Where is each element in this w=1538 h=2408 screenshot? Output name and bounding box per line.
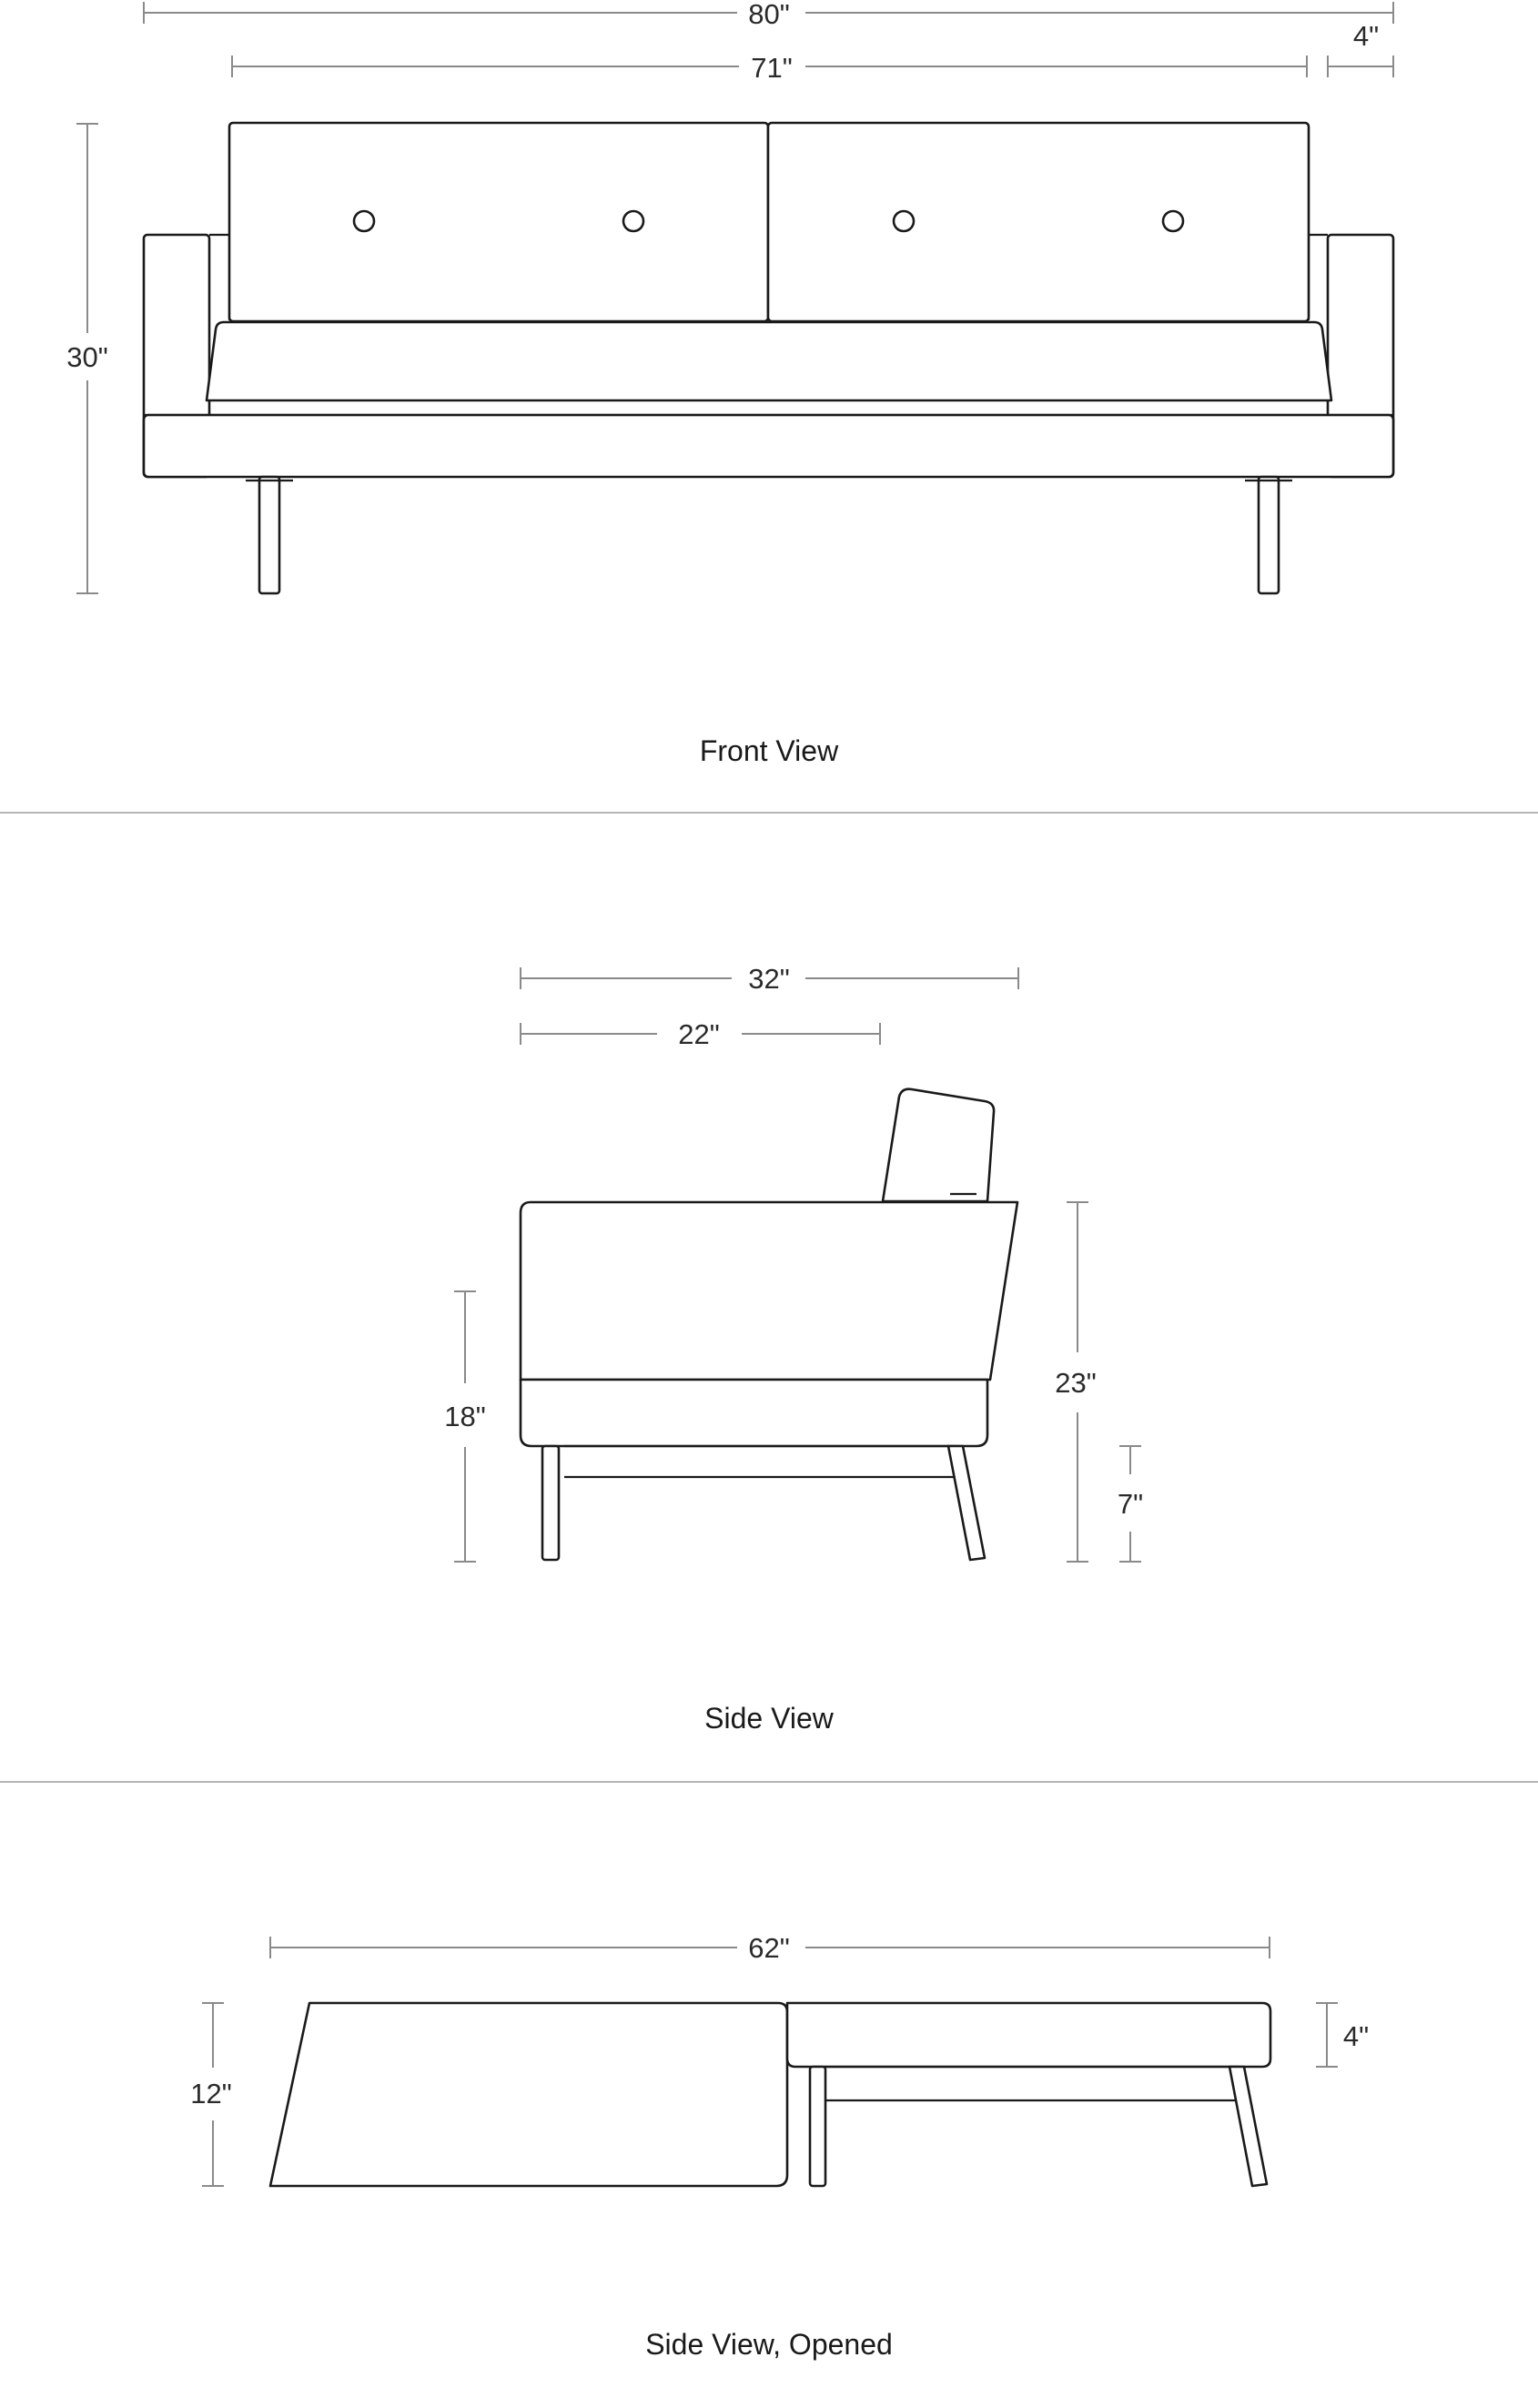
tuft-button [1163,211,1183,231]
front-view [66,0,1393,767]
dimension-label: 4" [1352,20,1380,52]
front-leg-left [259,477,279,593]
dimension-height [66,124,108,593]
seat-cushion [207,322,1331,400]
back-cushion-side [883,1089,994,1201]
dimension-label: 30" [66,341,108,373]
arm-side [521,1202,1017,1380]
dimension-seat-depth [521,1018,880,1050]
caption-opened-view: Side View, Opened [645,2328,893,2361]
opened-view [190,1932,1369,2361]
dimension-seat-width [232,52,1307,84]
dimension-label: 18" [444,1401,486,1432]
opened-leg-front [810,2067,825,2186]
front-leg-right [1259,477,1279,593]
dimension-label: 7" [1117,1488,1144,1520]
dimension-clearance [1118,1446,1143,1562]
side-leg-front [542,1446,559,1560]
back-cushion-right [768,123,1309,321]
side-leg-back [948,1446,985,1560]
side-view [444,963,1143,1735]
dimension-arm-height [1055,1202,1097,1562]
tuft-button [623,211,643,231]
dimension-label: 22" [678,1018,720,1050]
caption-front-view: Front View [699,734,839,767]
dimension-label: 4" [1342,2020,1370,2052]
dimension-seat-height [444,1291,486,1562]
dimension-label: 32" [748,963,790,995]
dimension-opened-length [270,1932,1270,1964]
tuft-button [894,211,914,231]
dimension-label: 71" [751,52,793,84]
opened-back-panel [270,2003,787,2186]
dimension-overall-width [144,0,1393,30]
sofa-base [144,415,1393,477]
opened-seat-cushion [787,2003,1270,2067]
dimension-label: 62" [748,1932,790,1964]
dimension-label: 12" [190,2078,232,2110]
dimension-depth [521,963,1018,995]
caption-side-view: Side View [704,1702,834,1735]
dimension-arm-width [1328,20,1393,77]
dimension-label: 80" [748,0,790,30]
dimension-opened-height [190,2003,232,2186]
tuft-button [354,211,374,231]
seat-base-side [521,1380,987,1446]
opened-leg-back [1229,2067,1267,2186]
dimension-label: 23" [1055,1367,1097,1399]
dimension-cushion-height [1316,2003,1369,2067]
back-cushion-left [229,123,768,321]
